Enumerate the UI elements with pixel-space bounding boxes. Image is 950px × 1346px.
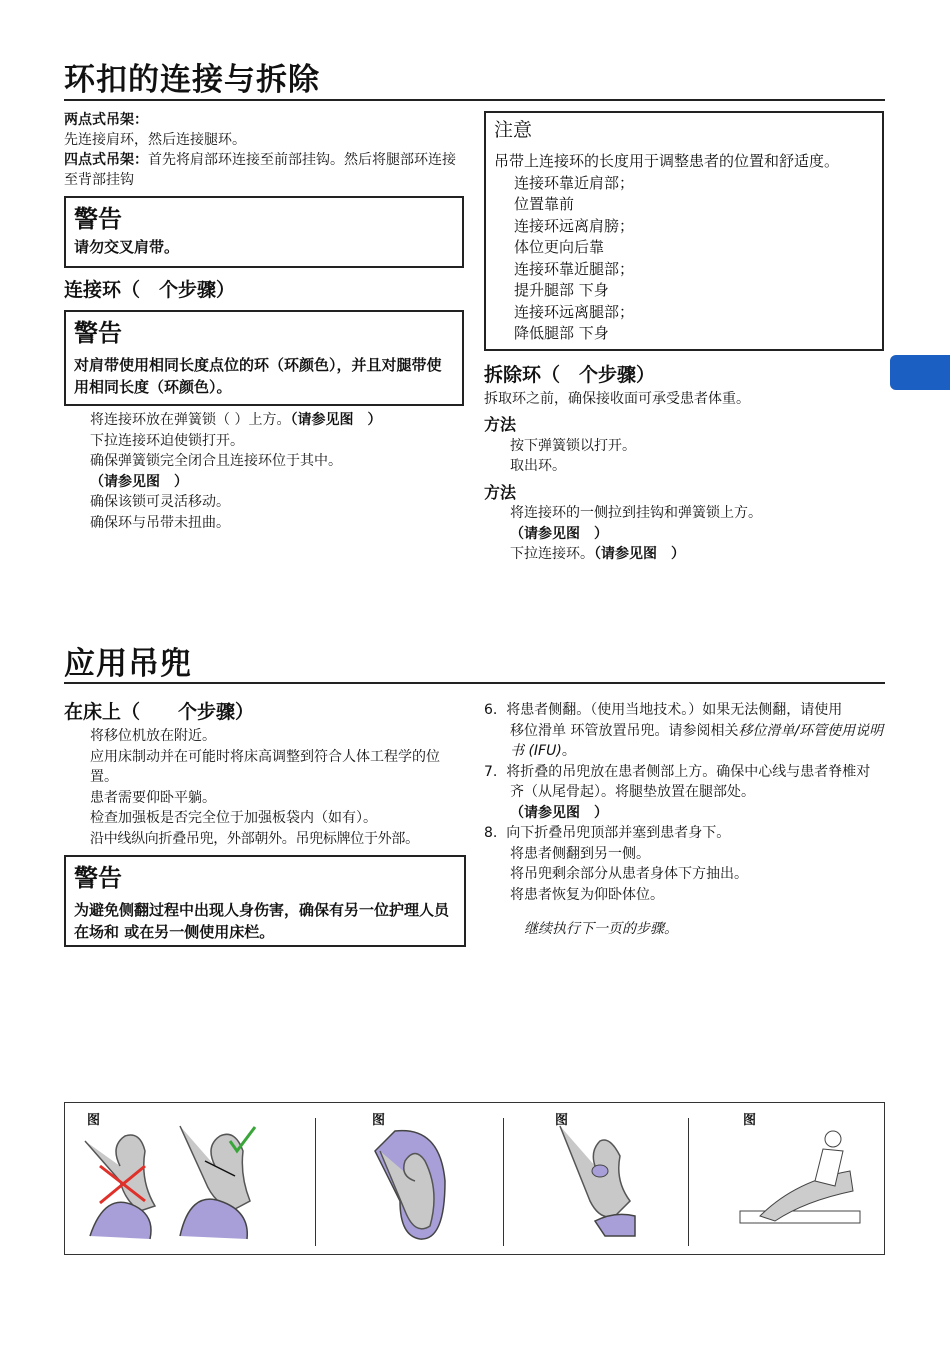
note-title: 注意 [494, 119, 533, 141]
section-title-loops: 环扣的连接与拆除 [64, 62, 320, 98]
step-text: 将折叠的吊兜放在患者侧部上方。确保中心线与患者脊椎对齐（从尾骨起）。将腿垫放置在腿部处。 [506, 763, 871, 800]
step-text: 将患者侧翻。（使用当地技术。）如果无法侧翻，请使用 移位滑单 环管放置吊兜。请参阅相关 [506, 702, 871, 739]
left-column-1 [64, 110, 464, 533]
continue-note: 继续执行下一页的步骤。 [524, 921, 678, 937]
method-title: 方法 [484, 482, 517, 502]
note-item: 位置靠前 [514, 195, 575, 213]
warning-text: 为避免侧翻过程中出现人身伤害，确保有另一位护理人员在场和 或在另一侧使用床栏。 [74, 901, 450, 941]
punct: 。 [561, 743, 576, 759]
figure-ref-link[interactable]: （请参见图 ） [594, 546, 685, 562]
connect-heading: 连接环（ 个步骤） [64, 279, 236, 301]
step-text: 应用床制动并在可能时将床高调整到符合人体工程学的位置。 [90, 748, 440, 785]
step-text: 确保环与吊带未扭曲。 [90, 514, 230, 531]
remove-heading: 拆除环（ 个步骤） [484, 363, 656, 386]
step-text: 将连接环的一侧拉到挂钩和弹簧锁上方。 [510, 505, 762, 521]
warning-box [64, 196, 464, 268]
warning-title: 警告 [74, 205, 122, 233]
remove-intro: 拆取环之前，确保接收面可承受患者体重。 [484, 390, 750, 407]
step-text: 检查加强板是否完全位于加强板袋内（如有）。 [90, 810, 377, 826]
step-text: 将患者侧翻到另一侧。 [510, 845, 650, 862]
hook-release-illustration [555, 1121, 645, 1241]
note-intro: 吊带上连接环的长度用于调整患者的位置和舒适度。 [494, 152, 840, 170]
divider [503, 1118, 504, 1246]
four-point-text: 首先将肩部环连接至前部挂钩。然后将腿部环连接至背部挂钩 [64, 152, 456, 188]
four-point-label: 四点式吊架： [64, 152, 148, 168]
warning-box [64, 310, 464, 406]
step-text: 将连接环放在弹簧锁（ ）上方。 [90, 412, 291, 428]
step-text: 将吊兜剩余部分从患者身体下方抽出。 [510, 866, 748, 882]
warning-text: 对肩带使用相同长度点位的环（环颜色），并且对腿带使用相同长度（环颜色）。 [74, 356, 442, 396]
step-text: 下拉连接环。 [510, 546, 594, 562]
note-box [484, 111, 884, 351]
step-text: 将患者恢复为仰卧体位。 [510, 886, 664, 903]
note-item: 连接环靠近肩部； [514, 173, 635, 192]
divider [64, 99, 885, 101]
patient-on-bed-illustration [735, 1121, 865, 1246]
two-point-text: 先连接肩环，然后连接腿环。 [64, 132, 246, 148]
note-item: 连接环靠近腿部； [514, 259, 635, 278]
step-number: 6. [484, 702, 498, 718]
step-text: 将移位机放在附近。 [90, 728, 216, 744]
right-column-2 [484, 700, 884, 940]
figure-label: 图 [555, 1113, 569, 1128]
ifu-reference: 移位滑单/环管使用说明书 (IFU) [510, 722, 884, 759]
note-item: 降低腿部 下身 [514, 324, 609, 342]
step-text: 下拉连接环迫使锁打开。 [90, 432, 244, 449]
figure-ref-link[interactable]: （请参见图 ） [90, 473, 188, 490]
left-column-2 [64, 698, 466, 947]
method-title: 方法 [484, 415, 517, 434]
warning-title: 警告 [74, 864, 122, 892]
two-point-label: 两点式吊架： [64, 112, 148, 128]
divider [64, 682, 885, 684]
figure-ref-link[interactable]: （请参见图 ） [290, 412, 382, 428]
step-text: 确保弹簧锁完全闭合且连接环位于其中。 [90, 453, 342, 469]
hook-correct-illustration [175, 1121, 285, 1241]
step-number: 7. [484, 763, 498, 780]
note-item: 提升腿部 下身 [514, 281, 609, 299]
right-column-1 [484, 111, 884, 565]
figures-strip [64, 1102, 885, 1255]
step-text: 向下折叠吊兜顶部并塞到患者身下。 [506, 825, 731, 841]
divider [688, 1118, 689, 1246]
chapter-tab[interactable] [890, 355, 950, 390]
figure-label: 图 [372, 1113, 386, 1128]
note-item: 连接环远离肩膀； [514, 216, 635, 235]
step-text: 按下弹簧锁以打开。 [510, 437, 636, 454]
step-text: 沿中线纵向折叠吊兜，外部朝外。吊兜标牌位于外部。 [90, 830, 419, 847]
warning-text: 请勿交叉肩带。 [74, 238, 180, 256]
hook-wrong-illustration [80, 1121, 170, 1241]
warning-box [64, 855, 466, 947]
section-title-apply-sling: 应用吊兜 [64, 646, 192, 682]
step-number: 8. [484, 825, 498, 841]
bed-heading: 在床上（ 个步骤） [64, 701, 255, 723]
step-text: 确保该锁可灵活移动。 [90, 494, 230, 510]
figure-label: 图 [87, 1113, 101, 1128]
step-text: 患者需要仰卧平躺。 [90, 789, 216, 806]
divider [315, 1118, 316, 1246]
warning-title: 警告 [74, 319, 122, 347]
figure-label: 图 [743, 1113, 757, 1128]
hook-loop-illustration [365, 1121, 455, 1246]
connect-steps [64, 410, 464, 533]
figure-ref-link[interactable]: （请参见图 ） [510, 525, 608, 542]
note-item: 体位更向后靠 [514, 238, 605, 256]
step-text: 取出环。 [510, 458, 566, 474]
figure-ref-link[interactable]: （请参见图 ） [510, 804, 608, 821]
note-item: 连接环远离腿部； [514, 302, 635, 321]
